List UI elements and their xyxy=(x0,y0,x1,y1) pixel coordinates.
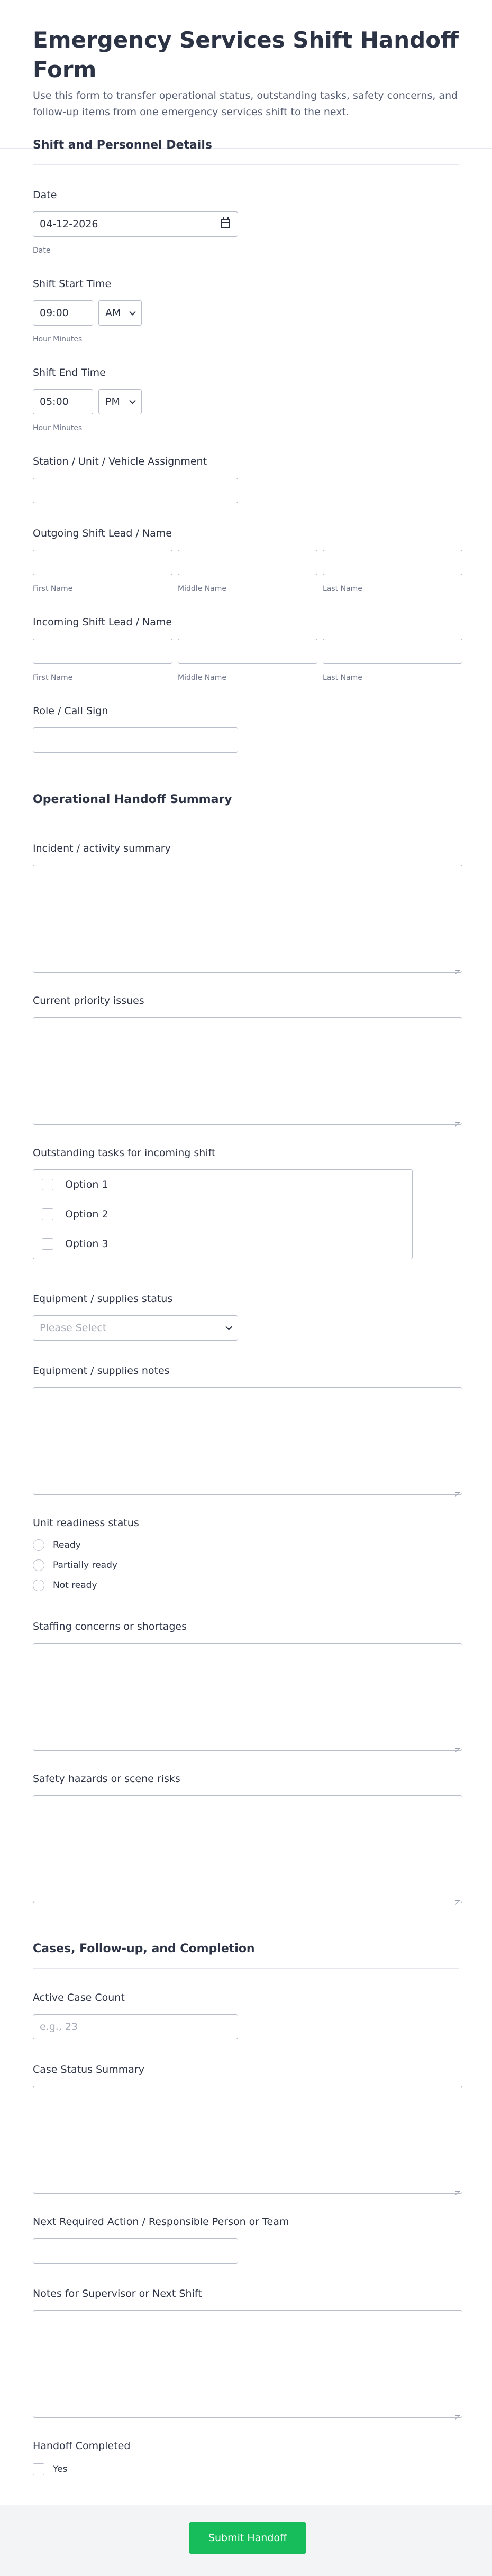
shift-start-label: Shift Start Time xyxy=(33,278,112,290)
shift-start-ampm-select[interactable] xyxy=(98,300,142,326)
form-title: Emergency Services Shift Handoff Form xyxy=(33,27,459,82)
chevron-down-icon xyxy=(225,1324,232,1331)
outgoing-lead-label: Outgoing Shift Lead / Name xyxy=(33,528,172,539)
handoff-completed-label: Handoff Completed xyxy=(33,2440,131,2452)
outgoing-first-sublabel: First Name xyxy=(33,585,73,593)
role-input[interactable] xyxy=(33,727,238,753)
outstanding-tasks-options xyxy=(33,1169,413,1259)
shift-end-ampm-select[interactable] xyxy=(98,389,142,414)
readiness-option-partially-ready[interactable] xyxy=(33,1559,117,1571)
task-option-2[interactable] xyxy=(33,1199,412,1229)
form-footer xyxy=(0,2505,492,2576)
task-option-label: Option 2 xyxy=(65,1208,108,1220)
staffing-label: Staffing concerns or shortages xyxy=(33,1621,187,1632)
resize-handle[interactable] xyxy=(454,2186,460,2191)
notes-label: Notes for Supervisor or Next Shift xyxy=(33,2288,202,2300)
incoming-middle-name-input[interactable] xyxy=(178,639,317,664)
form-header xyxy=(0,0,492,149)
readiness-option-label: Partially ready xyxy=(53,1560,117,1571)
priority-issues-label: Current priority issues xyxy=(33,995,144,1007)
date-label: Date xyxy=(33,189,57,201)
handoff-completed-option[interactable] xyxy=(33,2463,67,2475)
form-description: Use this form to transfer operational status, outstanding tasks, safety concerns, and follow-up items from one emergency services shift to the next. xyxy=(33,90,458,118)
outgoing-middle-name-input[interactable] xyxy=(178,550,317,575)
shift-end-label: Shift End Time xyxy=(33,367,106,378)
case-summary-textarea[interactable] xyxy=(33,2086,462,2194)
radio-button[interactable] xyxy=(33,1539,44,1551)
shift-end-time-value: 05:00 xyxy=(40,396,69,408)
role-label: Role / Call Sign xyxy=(33,705,108,717)
task-option-3[interactable] xyxy=(33,1229,412,1259)
resize-handle[interactable] xyxy=(454,2410,460,2415)
next-action-label: Next Required Action / Responsible Person or Team xyxy=(33,2216,289,2228)
incoming-first-sublabel: First Name xyxy=(33,673,73,682)
shift-end-time-input[interactable] xyxy=(33,389,93,414)
active-cases-input[interactable] xyxy=(33,2014,238,2039)
station-input[interactable] xyxy=(33,478,238,503)
equipment-notes-label: Equipment / supplies notes xyxy=(33,1365,170,1377)
resize-handle[interactable] xyxy=(454,965,460,970)
checkbox[interactable] xyxy=(42,1208,53,1220)
chevron-down-icon xyxy=(129,309,136,316)
radio-button[interactable] xyxy=(33,1580,44,1591)
unit-readiness-label: Unit readiness status xyxy=(33,1517,139,1529)
safety-label: Safety hazards or scene risks xyxy=(33,1773,180,1785)
equipment-status-select[interactable] xyxy=(33,1315,238,1341)
chevron-down-icon xyxy=(129,398,136,404)
shift-end-sublabel: Hour Minutes xyxy=(33,424,83,432)
incoming-first-name-input[interactable] xyxy=(33,639,172,664)
incident-summary-label: Incident / activity summary xyxy=(33,843,171,854)
handoff-completed-option-label: Yes xyxy=(53,2464,68,2475)
outstanding-tasks-label: Outstanding tasks for incoming shift xyxy=(33,1147,216,1159)
outgoing-first-name-input[interactable] xyxy=(33,550,172,575)
staffing-textarea[interactable] xyxy=(33,1643,462,1751)
outgoing-middle-sublabel: Middle Name xyxy=(178,585,226,593)
resize-handle[interactable] xyxy=(454,1743,460,1748)
safety-textarea[interactable] xyxy=(33,1795,462,1903)
shift-end-ampm-value: PM xyxy=(105,396,120,408)
checkbox[interactable] xyxy=(33,2463,44,2475)
shift-start-time-input[interactable] xyxy=(33,300,93,326)
equipment-status-label: Equipment / supplies status xyxy=(33,1293,173,1305)
date-input[interactable] xyxy=(33,211,238,237)
equipment-notes-textarea[interactable] xyxy=(33,1387,462,1495)
checkbox[interactable] xyxy=(42,1179,53,1190)
shift-start-sublabel: Hour Minutes xyxy=(33,335,83,344)
checkbox[interactable] xyxy=(42,1238,53,1250)
active-cases-label: Active Case Count xyxy=(33,1992,125,2003)
task-option-1[interactable] xyxy=(33,1170,412,1199)
equipment-status-placeholder: Please Select xyxy=(40,1322,107,1334)
date-sublabel: Date xyxy=(33,246,51,255)
case-summary-label: Case Status Summary xyxy=(33,2064,144,2075)
readiness-option-label: Ready xyxy=(53,1540,81,1550)
radio-button[interactable] xyxy=(33,1559,44,1571)
task-option-label: Option 1 xyxy=(65,1178,108,1190)
active-cases-placeholder: e.g., 23 xyxy=(40,2021,78,2033)
section-title-operational: Operational Handoff Summary xyxy=(33,793,459,819)
incoming-last-name-input[interactable] xyxy=(323,639,462,664)
resize-handle[interactable] xyxy=(454,1117,460,1122)
date-value: 04-12-2026 xyxy=(40,218,98,230)
next-action-input[interactable] xyxy=(33,2238,238,2264)
outgoing-last-sublabel: Last Name xyxy=(323,585,362,593)
task-option-label: Option 3 xyxy=(65,1238,108,1250)
outgoing-last-name-input[interactable] xyxy=(323,550,462,575)
section-title-shift: Shift and Personnel Details xyxy=(33,139,459,165)
resize-handle[interactable] xyxy=(454,1487,460,1492)
station-label: Station / Unit / Vehicle Assignment xyxy=(33,456,207,467)
incoming-last-sublabel: Last Name xyxy=(323,673,362,682)
section-title-cases: Cases, Follow-up, and Completion xyxy=(33,1942,459,1969)
readiness-option-ready[interactable] xyxy=(33,1539,81,1551)
readiness-option-label: Not ready xyxy=(53,1580,97,1591)
incoming-middle-sublabel: Middle Name xyxy=(178,673,226,682)
incoming-lead-label: Incoming Shift Lead / Name xyxy=(33,616,172,628)
notes-textarea[interactable] xyxy=(33,2310,462,2418)
readiness-option-not-ready[interactable] xyxy=(33,1580,97,1591)
submit-button[interactable]: Submit Handoff xyxy=(189,2522,306,2554)
incident-summary-textarea[interactable] xyxy=(33,865,462,973)
shift-start-time-value: 09:00 xyxy=(40,307,69,319)
resize-handle[interactable] xyxy=(454,1895,460,1900)
priority-issues-textarea[interactable] xyxy=(33,1017,462,1125)
shift-start-ampm-value: AM xyxy=(105,307,121,319)
calendar-icon[interactable] xyxy=(221,219,230,228)
